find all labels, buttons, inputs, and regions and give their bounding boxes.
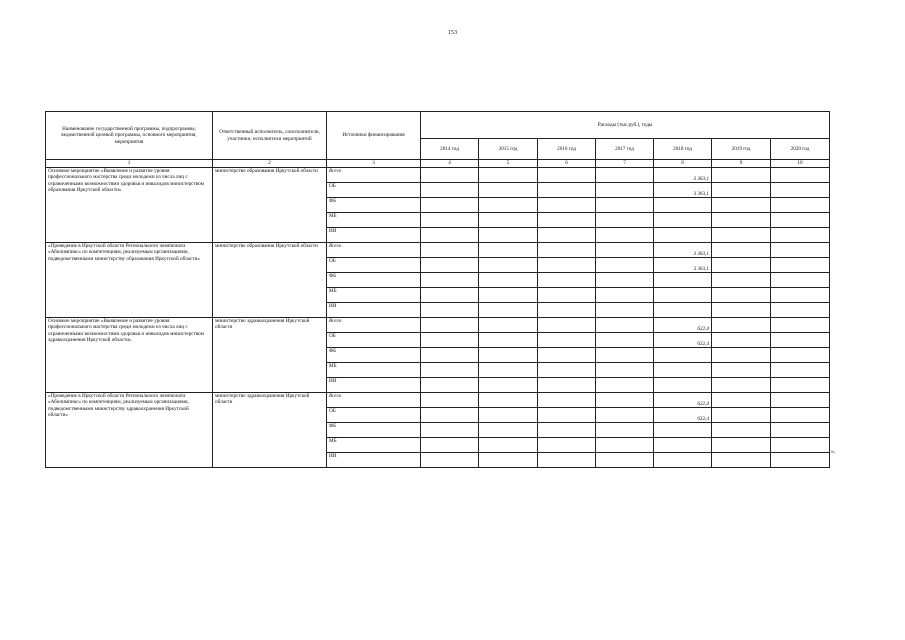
total-2018-cell: 3 363,1 xyxy=(654,168,712,183)
amount-cell xyxy=(596,183,654,198)
amount-cell xyxy=(421,318,479,333)
column-number: 1 xyxy=(46,160,213,168)
amount-cell xyxy=(538,348,596,363)
total-2018-cell: 3 363,1 xyxy=(654,243,712,258)
funding-source-cell: ФБ xyxy=(327,423,421,438)
year-header: 2020 год xyxy=(771,139,830,160)
amount-cell xyxy=(421,228,479,243)
amount-cell xyxy=(479,423,538,438)
source-row xyxy=(46,243,830,258)
funding-source-cell: ФБ xyxy=(327,348,421,363)
program-name-cell: «Проведение в Иркутской области Регионального чемпионата «Абилимпикс» по компетенциям, реализуемым организациями, подведомственными министерству образования Иркутской области» xyxy=(46,243,213,318)
amount-cell xyxy=(712,333,771,348)
column-number: 10 xyxy=(771,160,830,168)
page-number: 153 xyxy=(447,30,458,36)
amount-cell xyxy=(421,303,479,318)
amount-cell xyxy=(596,243,654,258)
amount-cell xyxy=(654,438,712,453)
amount-cell xyxy=(538,363,596,378)
amount-cell xyxy=(421,438,479,453)
program-name-cell: Основное мероприятие «Выявление и развитие уровня профессионального мастерства среди молодежи из числа лиц с ограниченными возможностями здоровья и инвалидов министерством образования Иркутской области» xyxy=(46,168,213,243)
amount-cell xyxy=(654,303,712,318)
amount-cell xyxy=(538,333,596,348)
amount-cell xyxy=(421,393,479,408)
end-mark: ». xyxy=(831,449,836,455)
amount-cell xyxy=(654,198,712,213)
column-number: 8 xyxy=(654,160,712,168)
amount-cell xyxy=(421,408,479,423)
amount-cell xyxy=(421,213,479,228)
amount-cell xyxy=(771,318,830,333)
header-executor: Ответственный исполнитель, соисполнители, участники, исполнители мероприятий xyxy=(213,112,327,160)
amount-cell xyxy=(596,333,654,348)
amount-cell xyxy=(596,363,654,378)
amount-cell xyxy=(421,258,479,273)
amount-cell xyxy=(596,198,654,213)
amount-cell xyxy=(538,213,596,228)
amount-cell xyxy=(479,258,538,273)
amount-cell xyxy=(712,393,771,408)
funding-source-cell: ИИ xyxy=(327,378,421,393)
executor-cell: министерство образования Иркутской области xyxy=(213,243,327,318)
amount-cell xyxy=(421,288,479,303)
ob-2018-cell: 622,4 xyxy=(654,408,712,423)
total-2018-cell: 622,4 xyxy=(654,393,712,408)
ob-2018-cell: 622,4 xyxy=(654,333,712,348)
ob-2018-cell: 3 363,1 xyxy=(654,258,712,273)
funding-source-cell: МБ xyxy=(327,213,421,228)
amount-cell xyxy=(479,228,538,243)
amount-cell xyxy=(654,213,712,228)
column-number: 7 xyxy=(596,160,654,168)
source-row xyxy=(46,318,830,333)
amount-cell xyxy=(421,333,479,348)
amount-cell xyxy=(596,228,654,243)
amount-cell xyxy=(479,318,538,333)
amount-cell xyxy=(538,273,596,288)
amount-cell xyxy=(596,303,654,318)
amount-cell xyxy=(479,453,538,468)
amount-cell xyxy=(771,438,830,453)
executor-cell: министерство здравоохранения Иркутской области xyxy=(213,393,327,468)
amount-cell xyxy=(421,378,479,393)
amount-cell xyxy=(654,273,712,288)
funding-source-cell: ОБ xyxy=(327,333,421,348)
amount-cell xyxy=(538,438,596,453)
amount-cell xyxy=(421,243,479,258)
amount-cell xyxy=(421,183,479,198)
amount-cell xyxy=(654,348,712,363)
amount-cell xyxy=(538,408,596,423)
column-number-row xyxy=(46,160,830,168)
amount-cell xyxy=(771,228,830,243)
executor-cell: министерство здравоохранения Иркутской области xyxy=(213,318,327,393)
program-name-cell: Основное мероприятие «Выявление и развитие уровня профессионального мастерства среди молодежи из числа лиц с ограниченными возможностями здоровья и инвалидов министерством здравоохранения Иркутской области» xyxy=(46,318,213,393)
amount-cell xyxy=(712,453,771,468)
amount-cell xyxy=(771,333,830,348)
amount-cell xyxy=(712,243,771,258)
amount-cell xyxy=(538,303,596,318)
program-name-cell: «Проведение в Иркутской области Регионального чемпионата «Абилимпикс» по компетенциям, реализуемым организациями, подведомственными министерству здравоохранения Иркутской области» xyxy=(46,393,213,468)
amount-cell xyxy=(771,168,830,183)
amount-cell xyxy=(479,168,538,183)
amount-cell xyxy=(479,408,538,423)
column-number: 4 xyxy=(421,160,479,168)
amount-cell xyxy=(421,198,479,213)
funding-source-cell: МБ xyxy=(327,288,421,303)
source-row xyxy=(46,168,830,183)
amount-cell xyxy=(479,303,538,318)
funding-source-cell: МБ xyxy=(327,363,421,378)
amount-cell xyxy=(596,378,654,393)
amount-cell xyxy=(712,303,771,318)
amount-cell xyxy=(538,288,596,303)
year-header: 2014 год xyxy=(421,139,479,160)
amount-cell xyxy=(421,423,479,438)
year-header: 2019 год xyxy=(712,139,771,160)
funding-source-cell: Всего xyxy=(327,168,421,183)
funding-source-cell: ОБ xyxy=(327,183,421,198)
amount-cell xyxy=(421,168,479,183)
amount-cell xyxy=(538,318,596,333)
amount-cell xyxy=(771,198,830,213)
total-2018-cell: 622,4 xyxy=(654,318,712,333)
amount-cell xyxy=(421,348,479,363)
amount-cell xyxy=(596,348,654,363)
amount-cell xyxy=(654,363,712,378)
amount-cell xyxy=(538,198,596,213)
funding-source-cell: Всего xyxy=(327,318,421,333)
header-program: Наименование государственной программы, подпрограммы, ведомственной целевой программы, основного мероприятия, мероприятия xyxy=(46,112,213,160)
amount-cell xyxy=(654,378,712,393)
amount-cell xyxy=(596,288,654,303)
amount-cell xyxy=(712,423,771,438)
column-number: 3 xyxy=(327,160,421,168)
amount-cell xyxy=(538,453,596,468)
amount-cell xyxy=(479,333,538,348)
funding-source-cell: МБ xyxy=(327,438,421,453)
amount-cell xyxy=(421,363,479,378)
funding-source-cell: ИИ xyxy=(327,303,421,318)
amount-cell xyxy=(421,273,479,288)
amount-cell xyxy=(596,408,654,423)
amount-cell xyxy=(771,378,830,393)
amount-cell xyxy=(479,183,538,198)
year-header: 2016 год xyxy=(538,139,596,160)
column-number: 2 xyxy=(213,160,327,168)
amount-cell xyxy=(771,213,830,228)
amount-cell xyxy=(712,408,771,423)
amount-cell xyxy=(771,288,830,303)
amount-cell xyxy=(479,273,538,288)
amount-cell xyxy=(712,198,771,213)
amount-cell xyxy=(538,168,596,183)
header-sources: Источники финансирования xyxy=(327,112,421,160)
amount-cell xyxy=(596,453,654,468)
amount-cell xyxy=(538,243,596,258)
amount-cell xyxy=(479,213,538,228)
amount-cell xyxy=(771,258,830,273)
column-number: 5 xyxy=(479,160,538,168)
column-number: 6 xyxy=(538,160,596,168)
amount-cell xyxy=(479,393,538,408)
amount-cell xyxy=(712,378,771,393)
funding-source-cell: Всего xyxy=(327,243,421,258)
amount-cell xyxy=(596,213,654,228)
amount-cell xyxy=(538,423,596,438)
amount-cell xyxy=(479,198,538,213)
funding-source-cell: ИИ xyxy=(327,453,421,468)
budget-table xyxy=(45,111,830,468)
amount-cell xyxy=(479,348,538,363)
year-header: 2017 год xyxy=(596,139,654,160)
amount-cell xyxy=(712,183,771,198)
amount-cell xyxy=(712,228,771,243)
funding-source-cell: Всего xyxy=(327,393,421,408)
amount-cell xyxy=(654,423,712,438)
funding-source-cell: ФБ xyxy=(327,273,421,288)
table-body xyxy=(46,168,830,468)
header-expenses: Расходы (тыс.руб.), годы xyxy=(421,112,830,139)
funding-source-cell: ИИ xyxy=(327,228,421,243)
amount-cell xyxy=(596,393,654,408)
amount-cell xyxy=(712,273,771,288)
amount-cell xyxy=(479,243,538,258)
amount-cell xyxy=(654,288,712,303)
amount-cell xyxy=(596,168,654,183)
amount-cell xyxy=(479,363,538,378)
amount-cell xyxy=(712,168,771,183)
amount-cell xyxy=(596,318,654,333)
funding-source-cell: ОБ xyxy=(327,408,421,423)
amount-cell xyxy=(596,258,654,273)
amount-cell xyxy=(479,438,538,453)
column-number: 9 xyxy=(712,160,771,168)
amount-cell xyxy=(771,303,830,318)
amount-cell xyxy=(771,393,830,408)
amount-cell xyxy=(712,363,771,378)
amount-cell xyxy=(712,288,771,303)
amount-cell xyxy=(712,438,771,453)
amount-cell xyxy=(771,453,830,468)
amount-cell xyxy=(596,423,654,438)
year-header: 2018 год xyxy=(654,139,712,160)
amount-cell xyxy=(771,363,830,378)
funding-source-cell: ФБ xyxy=(327,198,421,213)
amount-cell xyxy=(538,183,596,198)
amount-cell xyxy=(712,318,771,333)
amount-cell xyxy=(712,348,771,363)
amount-cell xyxy=(771,423,830,438)
amount-cell xyxy=(538,378,596,393)
amount-cell xyxy=(771,273,830,288)
amount-cell xyxy=(596,273,654,288)
amount-cell xyxy=(538,393,596,408)
amount-cell xyxy=(771,348,830,363)
amount-cell xyxy=(421,453,479,468)
amount-cell xyxy=(538,228,596,243)
amount-cell xyxy=(479,378,538,393)
source-row xyxy=(46,393,830,408)
ob-2018-cell: 3 363,1 xyxy=(654,183,712,198)
amount-cell xyxy=(771,408,830,423)
amount-cell xyxy=(771,183,830,198)
amount-cell xyxy=(654,228,712,243)
amount-cell xyxy=(479,288,538,303)
amount-cell xyxy=(538,258,596,273)
amount-cell xyxy=(712,258,771,273)
amount-cell xyxy=(771,243,830,258)
year-header: 2015 год xyxy=(479,139,538,160)
amount-cell xyxy=(596,438,654,453)
amount-cell xyxy=(654,453,712,468)
amount-cell xyxy=(712,213,771,228)
executor-cell: министерство образования Иркутской области xyxy=(213,168,327,243)
funding-source-cell: ОБ xyxy=(327,258,421,273)
